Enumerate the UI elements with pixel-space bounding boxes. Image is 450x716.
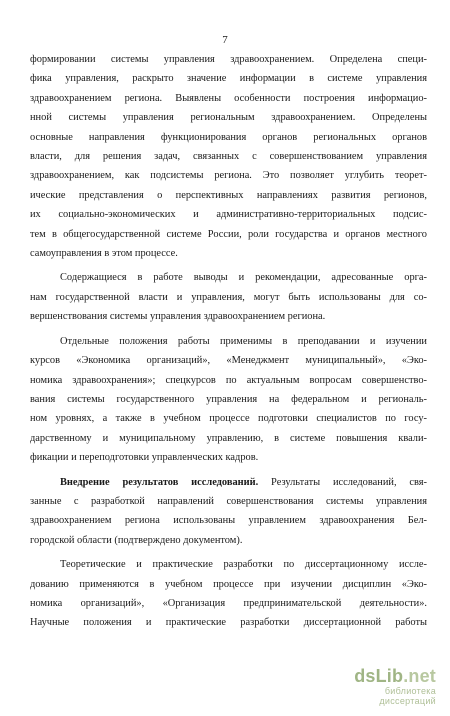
text-line: ном уровнях, а также в учебном процессе подготовки специалистов по госу- (30, 413, 427, 425)
text-fragment: Результаты исследований, свя- (258, 476, 427, 488)
text-line: нной системы управления региональным здравоохранением. Определены (30, 112, 427, 124)
text-line: самоуправления в этом процессе. (30, 248, 178, 260)
text-line (30, 473, 427, 492)
text-line: основные направления функционирования органов региональных органов (30, 131, 427, 143)
text-line: фикации и переподготовки управленческих кадров. (30, 452, 259, 464)
document-body (30, 50, 427, 633)
text-line: здравоохранением региона использованы управлением здравоохранения Бел- (30, 515, 427, 527)
site-watermark (326, 666, 436, 706)
text-line: курсов «Экономика организаций», «Менеджмент муниципальный», «Эко- (30, 355, 427, 367)
text-line: нам государственной власти и управления, могут быть использованы для со- (30, 291, 427, 303)
text-line: фика управления, раскрыто значение информации в системе управления (30, 73, 427, 85)
page-number: 7 (222, 34, 228, 46)
paragraph-methodology (30, 50, 427, 263)
watermark-subtitle: библиотека диссертаций (379, 686, 436, 706)
text-line: здравоохранением, как подсистемы региона. Это позволяет углубить теорет- (30, 170, 427, 182)
text-line: Теоретические и практические разработки по диссертационному иссле- (60, 559, 427, 571)
text-line: формировании системы управления здравоохранением. Определена специ- (30, 54, 427, 65)
text-line: вания системы государственного управления на федеральном и региональ- (30, 393, 427, 405)
paragraph-practical (30, 555, 427, 633)
text-line: номика здравоохранения»; спецкурсов по актуальным вопросам совершенство- (30, 374, 427, 386)
watermark-logo-main: dsLib (354, 666, 404, 686)
text-line: их социально-экономических и административно-территориальных подсис- (30, 209, 427, 221)
watermark-logo (326, 666, 436, 686)
text-line: Содержащиеся в работе выводы и рекомендации, адресованные орга- (60, 272, 427, 284)
text-line: здравоохранением региона. Выявлены особенности построения информацио- (30, 92, 427, 104)
text-line: власти, для решения задач, связанных с совершенствованием управления (30, 151, 427, 163)
text-line: Отдельные положения работы применимы в преподавании и изучении (60, 335, 427, 347)
bold-heading: Внедрение результатов исследований. (60, 476, 259, 488)
paragraph-teaching (30, 332, 427, 468)
paragraph-recommendations (30, 268, 427, 326)
watermark-logo-tld: .net (403, 666, 436, 686)
text-line: занные с разработкой направлений совершенствования системы управления (30, 495, 427, 507)
text-line: тем в общегосударственной системе России, роли государства и органов местного (30, 228, 427, 240)
text-line: ические представления о перспективных направлениях развития регионов, (30, 189, 427, 201)
text-line: Научные положения и практические разработки диссертационной работы (30, 617, 427, 629)
text-line: вершенствования системы управления здравоохранением региона. (30, 311, 326, 323)
paragraph-implementation (30, 473, 427, 551)
text-line: дованию применяются в учебном процессе при изучении дисциплин «Эко- (30, 578, 427, 590)
text-line: номика организаций», «Организация предпринимательской деятельности». (30, 597, 427, 609)
text-line: городской области (подтверждено документом). (30, 534, 243, 546)
text-line: дарственному и муниципальному управлению, в системе повышения квали- (30, 432, 427, 444)
